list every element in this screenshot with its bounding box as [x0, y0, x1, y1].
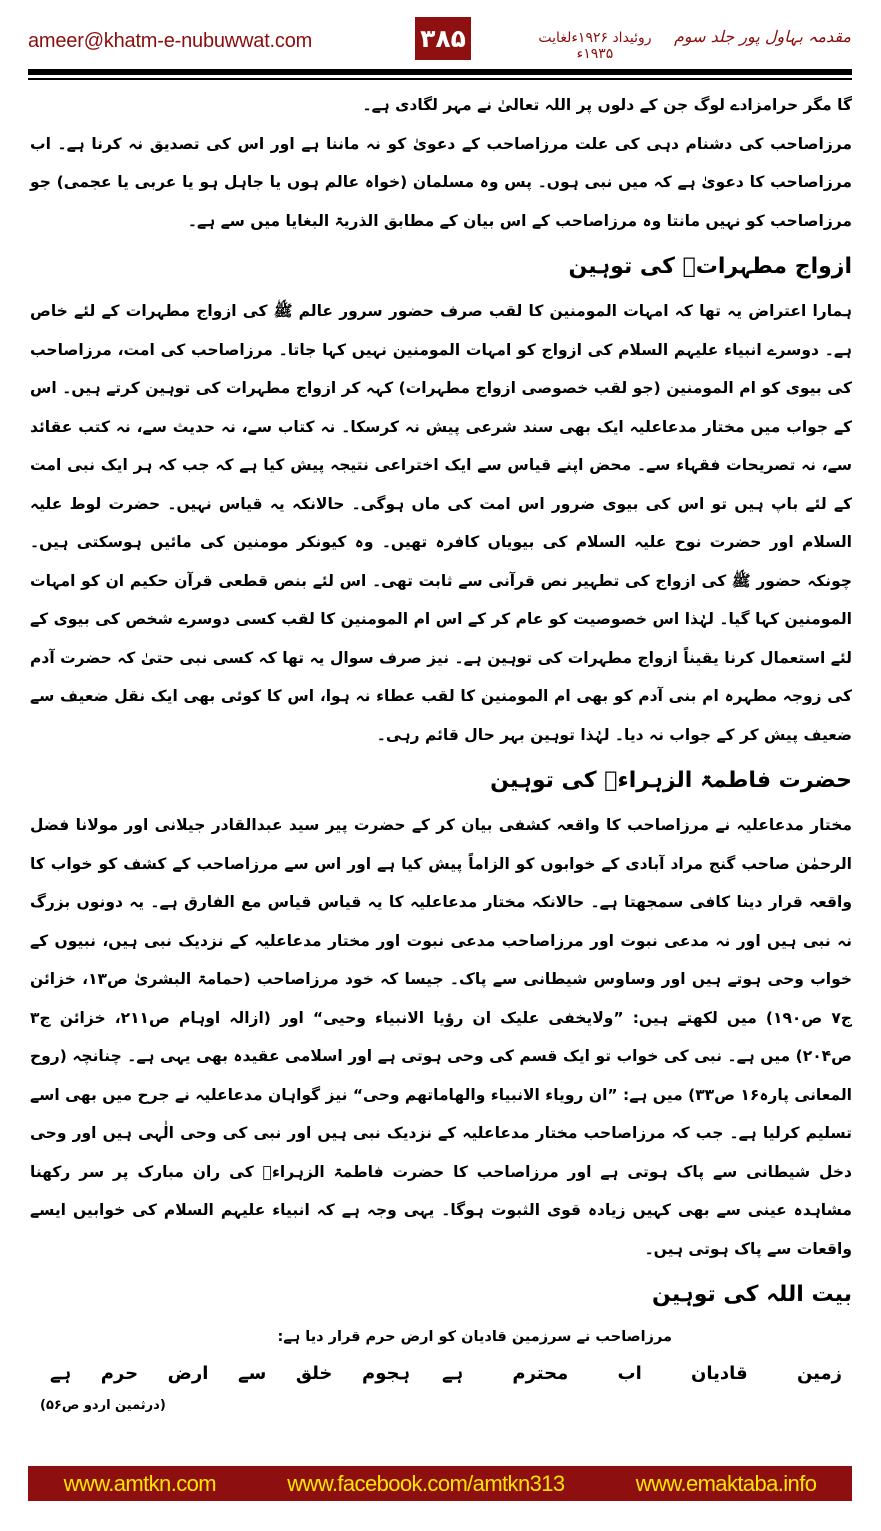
- verse-word: خلق: [295, 1363, 333, 1384]
- footer-link-amtkn[interactable]: www.amtkn.com: [63, 1470, 216, 1496]
- verse-word: ہے: [442, 1363, 464, 1384]
- series-title: مقدمہ بہاول پور جلد سوم: [673, 27, 851, 46]
- year-range: روئیداد ۱۹۲۶ءلغایت ۱۹۳۵ء: [538, 30, 652, 62]
- verse-couplet: [30, 1354, 852, 1394]
- page-number-badge: ۳۸۵: [415, 17, 471, 60]
- paragraph: مختار مدعاعلیہ نے مرزاصاحب کا واقعہ کشفی بیان کر کے حضرت پیر سید عبدالقادر جیلانی اور مولانا فضل الرحمٰن صاحب گنج مراد آبادی کے خوابوں کو الزاماً پیش کیا ہے اور اس سے مرزاصاحب کے کشف کو خواب کا واقعہ قرار دینا کافی سمجھتا ہے۔ حالانکہ مختار مدعاعلیہ کا یہ قیاس قیاس مع الفارق ہے۔ یہ دونوں بزرگ نہ نبی ہیں اور نہ مدعی نبوت اور مرزاصاحب مدعی نبوت اور مختار مدعاعلیہ کے نزدیک نبی ہیں، نبیوں کے خواب وحی ہوتے ہیں اور وساوس شیطانی سے پاک۔ جیسا کہ خود مرزاصاحب (حمامۃ البشریٰ ص۱۳، خزائن ج۷ ص۱۹۰) میں لکھتے ہیں: ”ولایخفی علیک ان رؤیا الانبیاء وحیی“ اور (ازالہ اوہام ص۲۱۱، خزائن ج۳ ص۲۰۴) میں ہے۔ نبی کی خواب تو ایک قسم کی وحی ہوتی ہے اور اسلامی عقیدہ بھی یہی ہے۔ چنانچہ (روح المعانی پارہ۱۶ ص۳۳) میں ہے: ”ان رویاء الانبیاء والھاماتھم وحی“ نیز گواہان مدعاعلیہ نے جرح میں بھی اسے تسلیم کرلیا ہے۔ جب کہ مرزاصاحب مختار مدعاعلیہ کے نزدیک نبی ہیں اور نبی کی وحی الٰہی ہیں اور وحی دخل شیطانی سے پاک ہوتی ہے اور مرزاصاحب کا حضرت فاطمۃ الزہراءؓ کی ران مبارک پر سر رکھنا مشاہدہ عینی سے بھی کہیں زیادہ قوی الثبوت ہوگا۔ یہی وجہ ہے کہ انبیاء علیہم السلام کی خوابیں ایسے واقعات سے پاک ہوتی ہیں۔: [30, 816, 852, 1258]
- verse-word: ہجوم: [362, 1363, 410, 1384]
- verse-word: ارض: [167, 1363, 209, 1384]
- verse-word: اب: [617, 1363, 642, 1384]
- footer-banner: [28, 1466, 852, 1501]
- paragraph: گا مگر حرامزادے لوگ جن کے دلوں پر اللہ تعالیٰ نے مہر لگادی ہے۔: [362, 96, 852, 114]
- verse-word: ہے: [50, 1363, 72, 1384]
- verse-first-hemistich: [442, 1354, 842, 1394]
- verse-word: زمین: [796, 1363, 842, 1384]
- section-heading: ازواج مطہراتؓ کی توہین: [568, 254, 852, 279]
- header-divider-thick: [28, 69, 852, 75]
- page-body: [30, 86, 852, 1418]
- section-heading: بیت اللہ کی توہین: [652, 1282, 852, 1307]
- verse-word: محترم: [512, 1363, 569, 1384]
- contact-email[interactable]: ameer@khatm-e-nubuwwat.com: [28, 30, 313, 52]
- header-divider-thin: [28, 78, 852, 80]
- paragraph: مرزاصاحب کی دشنام دہی کی علت مرزاصاحب کے دعویٰ کو نہ ماننا ہے اور اس کی تصدیق نہ کرنا ہے۔ اب مرزاصاحب کا دعویٰ ہے کہ میں نبی ہوں۔ پس وہ مسلمان (خواہ عالم ہوں یا جاہل ہو یا عربی یا عجمی) جو مرزاصاحب کو نہیں مانتا وہ مرزاصاحب کے اس بیان کے مطابق الذریۃ البغایا میں سے ہے۔: [30, 134, 852, 230]
- quote-intro: مرزاصاحب نے سرزمین قادیان کو ارض حرم قرار دیا ہے:: [277, 1329, 672, 1345]
- verse-second-hemistich: [50, 1354, 410, 1394]
- page-header: [0, 0, 881, 80]
- verse-word: قادیان: [691, 1363, 748, 1384]
- section-heading: حضرت فاطمۃ الزہراءؓ کی توہین: [490, 768, 852, 793]
- verse-reference: (درثمین اردو ص۵۶): [40, 1398, 166, 1413]
- footer-link-emaktaba[interactable]: www.emaktaba.info: [635, 1470, 817, 1496]
- footer-link-facebook[interactable]: www.facebook.com/amtkn313: [287, 1470, 565, 1496]
- verse-word: سے: [238, 1363, 267, 1384]
- verse-word: حرم: [100, 1363, 139, 1384]
- paragraph: ہمارا اعتراض یہ تھا کہ امہات المومنین کا لقب صرف حضور سرور عالم ﷺ کی ازواج مطہرات کے لئے خاص ہے۔ دوسرے انبیاء علیہم السلام کی ازواج کو امہات المومنین نہیں کہا جاتا۔ مرزاصاحب کی امت، مرزاصاحب کی بیوی کو ام المومنین (جو لقب خصوصی ازواج مطہرات) کہہ کر ازواج مطہرات کی توہین کرتے ہیں۔ اس کے جواب میں مختار مدعاعلیہ ایک بھی سند شرعی پیش نہ کرسکا۔ نہ کتاب سے، نہ حدیث سے، نہ کتب عقائد سے، نہ تصریحات فقہاء سے۔ محض اپنے قیاس سے ایک اختراعی نتیجہ پیش کیا ہے کہ جب کہ ہر ایک نبی امت کے لئے باپ ہیں تو اس کی بیوی ضرور اس امت کی ماں ہوگی۔ حالانکہ یہ قیاس نہیں۔ حضرت لوط علیہ السلام اور حضرت نوح علیہ السلام کی بیویاں کافرہ تھیں۔ وہ کیونکر مومنین کی مائیں ہوسکتی ہیں۔ چونکہ حضور ﷺ کی ازواج کی تطہیر نص قرآنی سے ثابت تھی۔ اس لئے بنص قطعی قرآن حکیم ان کو امہات المومنین کہا گیا۔ لہٰذا اس خصوصیت کو عام کر کے اس ام المومنین کا لقب کسی دوسرے شخص کی بیوی کے لئے استعمال کرنا یقیناً ازواج مطہرات کی توہین ہے۔ نیز صرف سوال یہ تھا کہ کسی نبی حتیٰ کہ حضرت آدم کی زوجہ مطہرہ ام بنی آدم کو بھی ام المومنین کا لقب عطاء نہ ہوا، اس کا کوئی بھی ایک نقل ضعیف سے ضعیف پیش کر کے جواب نہ دیا۔ لہٰذا توہین بہر حال قائم رہی۔: [30, 302, 852, 744]
